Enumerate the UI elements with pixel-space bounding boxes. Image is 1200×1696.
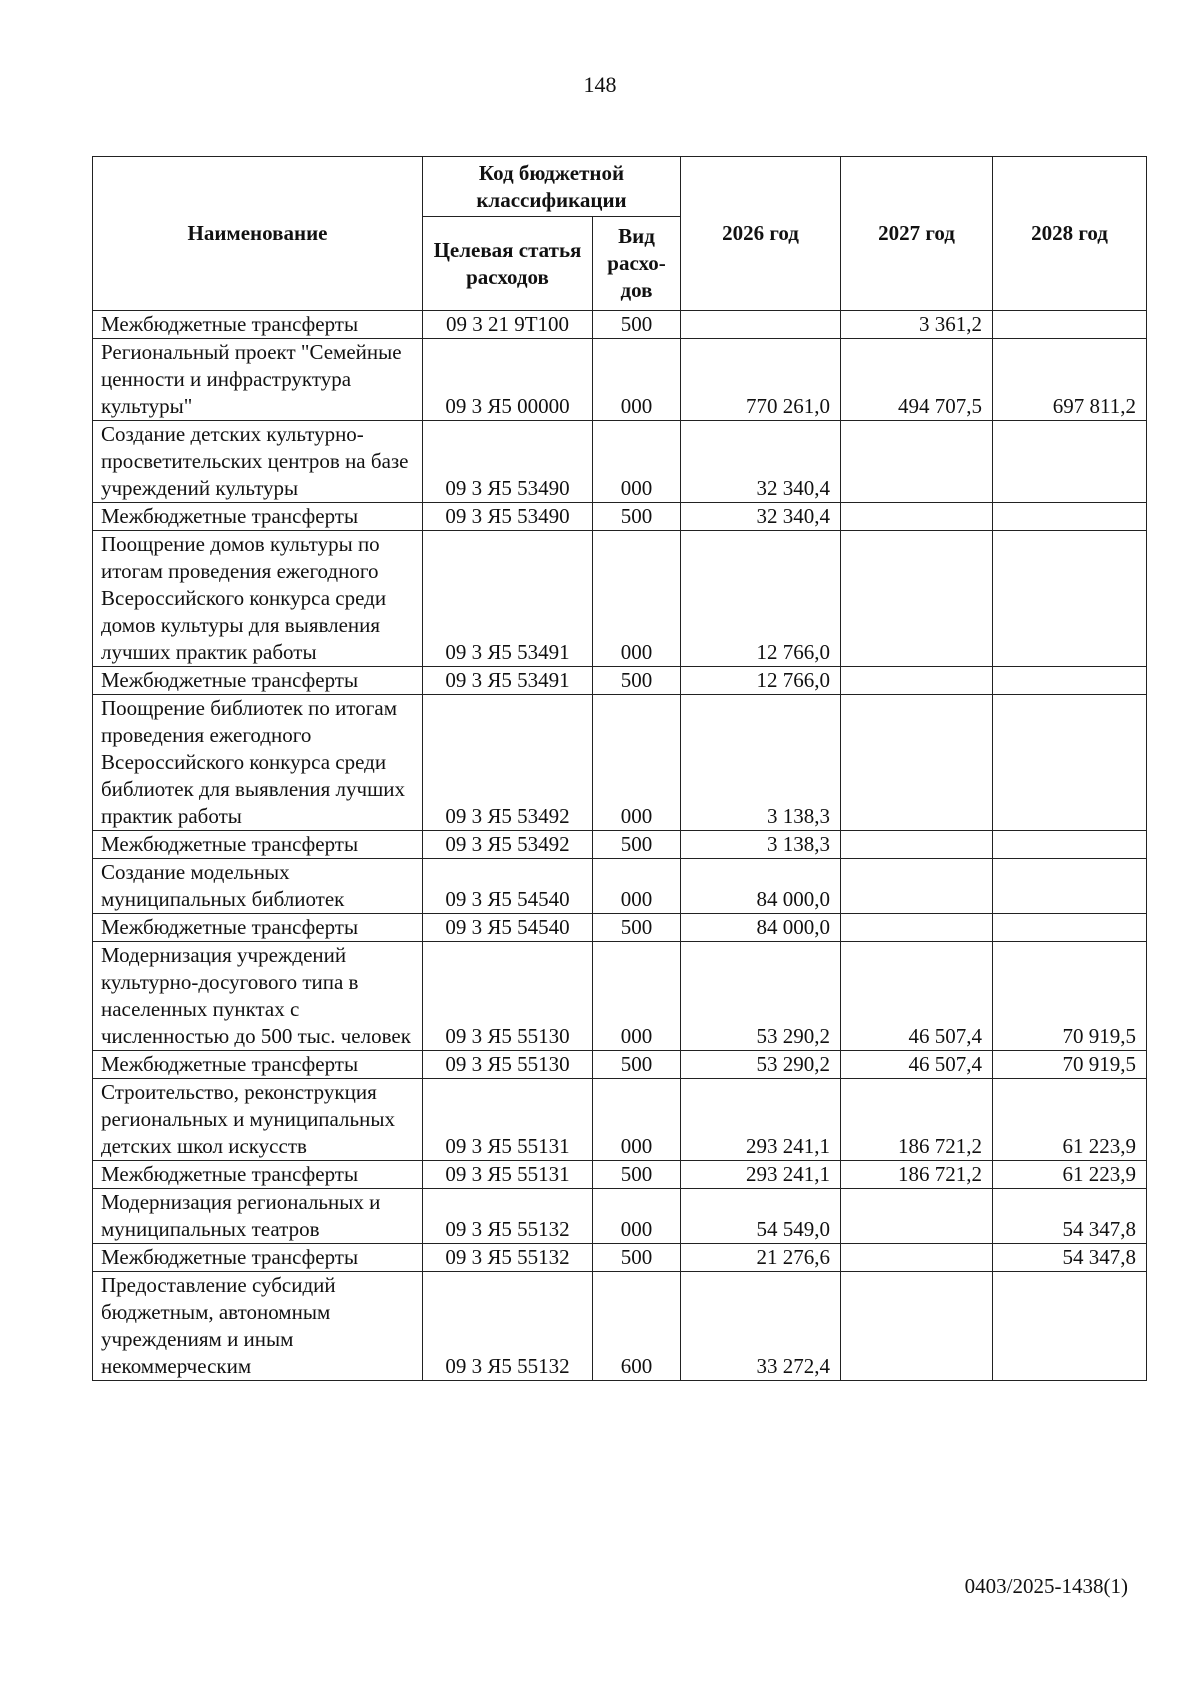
row-value-2027 xyxy=(841,1244,993,1272)
row-name: Межбюджетные трансферты xyxy=(93,1051,423,1079)
row-value-2026: 3 138,3 xyxy=(681,695,841,831)
row-expense-kind: 500 xyxy=(593,667,681,695)
row-expense-kind: 500 xyxy=(593,831,681,859)
row-name: Предоставление субсидий бюджетным, автономным учреждениям и иным некоммерческим xyxy=(93,1272,423,1381)
row-value-2026: 54 549,0 xyxy=(681,1189,841,1244)
row-value-2028: 61 223,9 xyxy=(993,1161,1147,1189)
header-target-article: Целевая статья расходов xyxy=(423,217,593,311)
table-row xyxy=(93,667,1147,695)
row-value-2026: 53 290,2 xyxy=(681,942,841,1051)
row-value-2027 xyxy=(841,914,993,942)
row-value-2026: 12 766,0 xyxy=(681,531,841,667)
row-value-2027 xyxy=(841,859,993,914)
table-row xyxy=(93,339,1147,421)
document-code: 0403/2025-1438(1) xyxy=(964,1574,1128,1598)
row-target-code: 09 3 Я5 54540 xyxy=(423,914,593,942)
header-2026: 2026 год xyxy=(681,157,841,311)
row-name: Строительство, реконструкция региональных и муниципальных детских школ искусств xyxy=(93,1079,423,1161)
row-value-2028 xyxy=(993,831,1147,859)
row-value-2027: 186 721,2 xyxy=(841,1161,993,1189)
row-expense-kind: 500 xyxy=(593,914,681,942)
row-name: Межбюджетные трансферты xyxy=(93,831,423,859)
row-value-2026: 293 241,1 xyxy=(681,1079,841,1161)
row-name: Создание модельных муниципальных библиотек xyxy=(93,859,423,914)
table-row xyxy=(93,942,1147,1051)
row-name: Межбюджетные трансферты xyxy=(93,503,423,531)
row-value-2026: 84 000,0 xyxy=(681,859,841,914)
row-expense-kind: 000 xyxy=(593,942,681,1051)
row-value-2027 xyxy=(841,421,993,503)
row-value-2026: 32 340,4 xyxy=(681,421,841,503)
table-row xyxy=(93,831,1147,859)
table-row xyxy=(93,914,1147,942)
row-value-2027 xyxy=(841,667,993,695)
row-value-2028 xyxy=(993,695,1147,831)
row-value-2027 xyxy=(841,503,993,531)
row-value-2027 xyxy=(841,1189,993,1244)
header-2028: 2028 год xyxy=(993,157,1147,311)
header-2027: 2027 год xyxy=(841,157,993,311)
row-target-code: 09 3 Я5 54540 xyxy=(423,859,593,914)
row-value-2027: 46 507,4 xyxy=(841,942,993,1051)
row-expense-kind: 000 xyxy=(593,859,681,914)
table-row xyxy=(93,503,1147,531)
row-target-code: 09 3 21 9Т100 xyxy=(423,311,593,339)
row-expense-kind: 000 xyxy=(593,695,681,831)
row-expense-kind: 600 xyxy=(593,1272,681,1381)
row-value-2028 xyxy=(993,667,1147,695)
row-target-code: 09 3 Я5 55130 xyxy=(423,1051,593,1079)
table-header xyxy=(93,157,1147,311)
budget-table xyxy=(92,156,1147,1381)
row-target-code: 09 3 Я5 53491 xyxy=(423,667,593,695)
table-row xyxy=(93,531,1147,667)
row-name: Региональный проект "Семейные ценности и инфраструктура культуры" xyxy=(93,339,423,421)
row-target-code: 09 3 Я5 55132 xyxy=(423,1189,593,1244)
row-target-code: 09 3 Я5 53490 xyxy=(423,421,593,503)
table-row xyxy=(93,695,1147,831)
row-value-2027 xyxy=(841,1272,993,1381)
table-row xyxy=(93,1272,1147,1381)
row-expense-kind: 500 xyxy=(593,1161,681,1189)
row-value-2027: 494 707,5 xyxy=(841,339,993,421)
row-value-2028 xyxy=(993,1272,1147,1381)
table-row xyxy=(93,859,1147,914)
row-value-2026: 3 138,3 xyxy=(681,831,841,859)
row-value-2027 xyxy=(841,531,993,667)
row-name: Межбюджетные трансферты xyxy=(93,914,423,942)
header-expense-kind: Вид расхо-дов xyxy=(593,217,681,311)
row-value-2027: 186 721,2 xyxy=(841,1079,993,1161)
row-target-code: 09 3 Я5 00000 xyxy=(423,339,593,421)
row-expense-kind: 000 xyxy=(593,421,681,503)
row-target-code: 09 3 Я5 55132 xyxy=(423,1272,593,1381)
table-row xyxy=(93,1051,1147,1079)
row-value-2026: 12 766,0 xyxy=(681,667,841,695)
row-name: Межбюджетные трансферты xyxy=(93,1161,423,1189)
page-number: 148 xyxy=(583,72,617,97)
row-value-2028: 70 919,5 xyxy=(993,1051,1147,1079)
row-value-2028 xyxy=(993,859,1147,914)
row-expense-kind: 500 xyxy=(593,1244,681,1272)
row-value-2028: 61 223,9 xyxy=(993,1079,1147,1161)
header-code-group: Код бюджетной классификации xyxy=(423,157,681,217)
row-value-2028: 54 347,8 xyxy=(993,1244,1147,1272)
row-value-2027: 3 361,2 xyxy=(841,311,993,339)
table-row xyxy=(93,421,1147,503)
row-value-2026: 21 276,6 xyxy=(681,1244,841,1272)
row-value-2028 xyxy=(993,311,1147,339)
row-name: Создание детских культурно-просветительских центров на базе учреждений культуры xyxy=(93,421,423,503)
row-expense-kind: 500 xyxy=(593,1051,681,1079)
row-value-2027: 46 507,4 xyxy=(841,1051,993,1079)
row-expense-kind: 500 xyxy=(593,311,681,339)
row-name: Межбюджетные трансферты xyxy=(93,1244,423,1272)
row-value-2028: 697 811,2 xyxy=(993,339,1147,421)
row-value-2026: 293 241,1 xyxy=(681,1161,841,1189)
row-name: Модернизация региональных и муниципальных театров xyxy=(93,1189,423,1244)
row-value-2026: 53 290,2 xyxy=(681,1051,841,1079)
row-target-code: 09 3 Я5 53490 xyxy=(423,503,593,531)
row-target-code: 09 3 Я5 55131 xyxy=(423,1161,593,1189)
table-row xyxy=(93,311,1147,339)
header-name: Наименование xyxy=(93,157,423,311)
row-value-2028 xyxy=(993,421,1147,503)
row-expense-kind: 000 xyxy=(593,1079,681,1161)
row-name: Поощрение домов культуры по итогам проведения ежегодного Всероссийского конкурса среди домов культуры для выявления лучших практик работы xyxy=(93,531,423,667)
row-value-2026: 770 261,0 xyxy=(681,339,841,421)
table-row xyxy=(93,1079,1147,1161)
row-value-2028: 70 919,5 xyxy=(993,942,1147,1051)
row-target-code: 09 3 Я5 55131 xyxy=(423,1079,593,1161)
row-value-2026: 32 340,4 xyxy=(681,503,841,531)
row-value-2027 xyxy=(841,831,993,859)
table-row xyxy=(93,1244,1147,1272)
row-name: Межбюджетные трансферты xyxy=(93,667,423,695)
row-name: Поощрение библиотек по итогам проведения ежегодного Всероссийского конкурса среди библиотек для выявления лучших практик работы xyxy=(93,695,423,831)
row-value-2026: 84 000,0 xyxy=(681,914,841,942)
row-expense-kind: 500 xyxy=(593,503,681,531)
row-expense-kind: 000 xyxy=(593,339,681,421)
row-value-2028 xyxy=(993,503,1147,531)
table-row xyxy=(93,1161,1147,1189)
table-body xyxy=(93,311,1147,1381)
table-row xyxy=(93,1189,1147,1244)
row-expense-kind: 000 xyxy=(593,1189,681,1244)
row-target-code: 09 3 Я5 53492 xyxy=(423,831,593,859)
row-value-2028 xyxy=(993,531,1147,667)
row-value-2026 xyxy=(681,311,841,339)
row-target-code: 09 3 Я5 53491 xyxy=(423,531,593,667)
row-target-code: 09 3 Я5 55130 xyxy=(423,942,593,1051)
row-value-2028 xyxy=(993,914,1147,942)
row-target-code: 09 3 Я5 55132 xyxy=(423,1244,593,1272)
row-name: Модернизация учреждений культурно-досугового типа в населенных пунктах с численностью до 500 тыс. человек xyxy=(93,942,423,1051)
row-target-code: 09 3 Я5 53492 xyxy=(423,695,593,831)
row-name: Межбюджетные трансферты xyxy=(93,311,423,339)
row-value-2026: 33 272,4 xyxy=(681,1272,841,1381)
row-value-2027 xyxy=(841,695,993,831)
row-expense-kind: 000 xyxy=(593,531,681,667)
row-value-2028: 54 347,8 xyxy=(993,1189,1147,1244)
